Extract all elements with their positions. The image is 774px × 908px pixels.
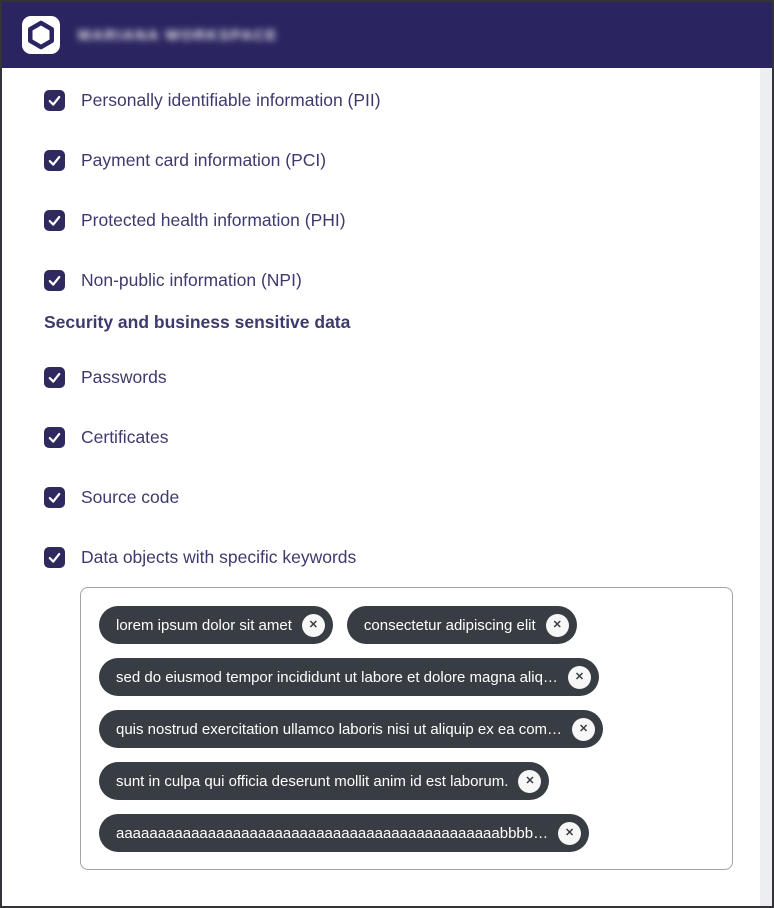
check-icon	[47, 550, 62, 565]
remove-tag-button[interactable]: ✕	[518, 770, 541, 793]
checkbox-label: Payment card information (PCI)	[81, 150, 327, 170]
phi-checkbox[interactable]	[44, 210, 65, 231]
keyword-tag-text: quis nostrud exercitation ullamco laboris nisi ut aliquip ex ea com…	[116, 720, 563, 738]
content-area	[2, 68, 772, 870]
check-icon	[47, 370, 62, 385]
workspace-logo	[22, 16, 60, 54]
check-icon	[47, 273, 62, 288]
checkbox-item-phi	[44, 209, 719, 231]
remove-tag-button[interactable]: ✕	[302, 614, 325, 637]
check-icon	[47, 490, 62, 505]
checkbox-label: Non-public information (NPI)	[81, 270, 302, 290]
checkbox-item-source-code	[44, 486, 719, 508]
keyword-tag	[99, 658, 599, 696]
passwords-checkbox[interactable]	[44, 367, 65, 388]
check-icon	[47, 93, 62, 108]
keyword-tag	[99, 762, 549, 800]
keyword-tag-text: aaaaaaaaaaaaaaaaaaaaaaaaaaaaaaaaaaaaaaaaaaaaaabbbb…	[116, 824, 549, 842]
check-icon	[47, 213, 62, 228]
checkbox-label: Passwords	[81, 367, 167, 387]
vertical-scrollbar[interactable]	[760, 68, 772, 906]
keyword-tag	[99, 710, 603, 748]
checkbox-item-pci	[44, 149, 719, 171]
checkbox-group-security	[44, 366, 719, 568]
remove-tag-button[interactable]: ✕	[546, 614, 569, 637]
data-objects-keywords-checkbox[interactable]	[44, 547, 65, 568]
keyword-tag-text: lorem ipsum dolor sit amet	[116, 616, 292, 634]
keyword-tag-text: sed do eiusmod tempor incididunt ut labore et dolore magna aliq…	[116, 668, 558, 686]
source-code-checkbox[interactable]	[44, 487, 65, 508]
keywords-box	[80, 587, 733, 870]
check-icon	[47, 153, 62, 168]
checkbox-label: Certificates	[81, 427, 169, 447]
checkbox-label: Personally identifiable information (PII)	[81, 90, 381, 110]
keyword-tag	[99, 606, 333, 644]
hexagon-icon	[24, 18, 58, 52]
checkbox-label: Data objects with specific keywords	[81, 547, 357, 567]
remove-tag-button[interactable]: ✕	[568, 666, 591, 689]
checkbox-item-passwords	[44, 366, 719, 388]
app-header	[2, 2, 772, 68]
keyword-tag-text: consectetur adipiscing elit	[363, 616, 536, 634]
checkbox-item-certificates	[44, 426, 719, 448]
checkbox-item-data-objects-keywords	[44, 546, 719, 568]
checkbox-label: Source code	[81, 487, 180, 507]
section-heading-security: Security and business sensitive data	[44, 312, 351, 332]
remove-tag-button[interactable]: ✕	[572, 718, 595, 741]
keyword-tag	[347, 606, 577, 644]
checkbox-item-pii	[44, 89, 719, 111]
checkbox-item-npi	[44, 269, 719, 291]
remove-tag-button[interactable]: ✕	[558, 822, 581, 845]
checkbox-label: Protected health information (PHI)	[81, 210, 346, 230]
pii-checkbox[interactable]	[44, 90, 65, 111]
certificates-checkbox[interactable]	[44, 427, 65, 448]
workspace-title: MARIANA WORKSPACE	[78, 26, 278, 44]
check-icon	[47, 430, 62, 445]
checkbox-group-top	[44, 89, 719, 291]
npi-checkbox[interactable]	[44, 270, 65, 291]
keyword-tag	[99, 814, 589, 852]
keyword-tag-text: sunt in culpa qui officia deserunt mollit anim id est laborum.	[116, 772, 509, 790]
pci-checkbox[interactable]	[44, 150, 65, 171]
